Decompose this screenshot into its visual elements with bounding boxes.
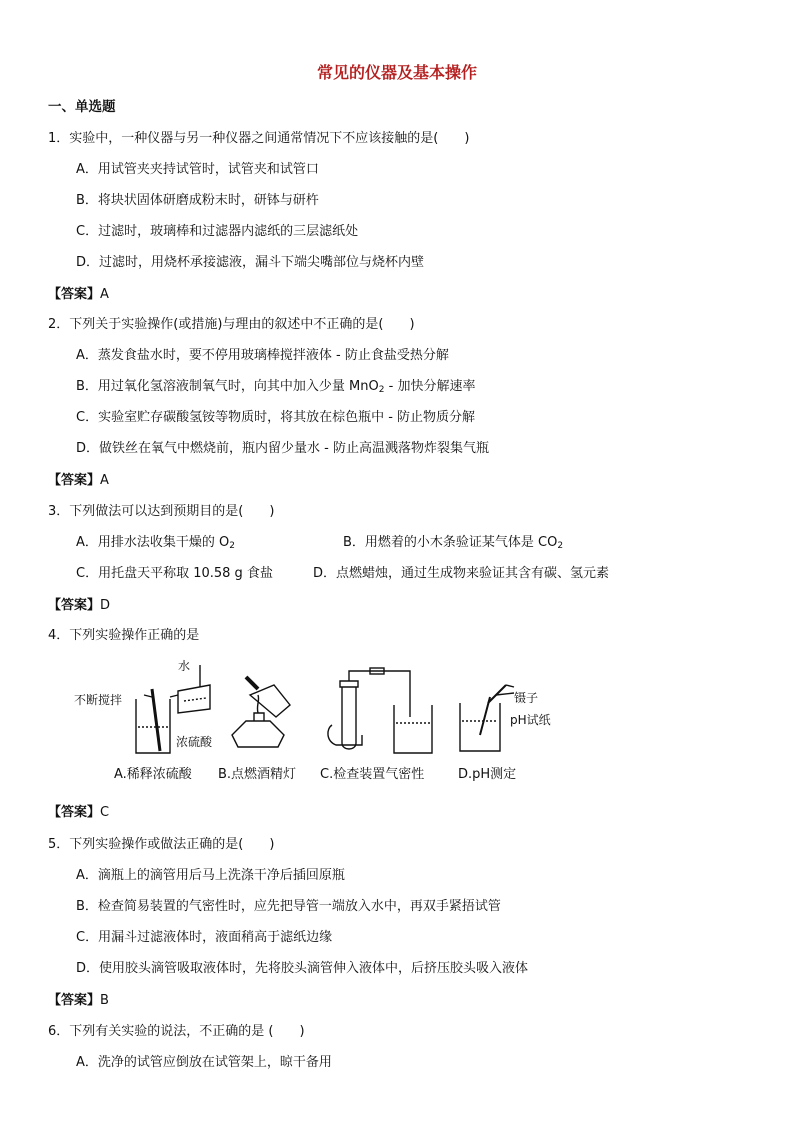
q6-stem: 6．下列有关实验的说法，不正确的是 ( ) [48,1024,305,1039]
q3-option-d: D．点燃蜡烛，通过生成物来验证其含有碳、氢元素 [313,566,610,581]
q4-stem: 4．下列实验操作正确的是 [48,628,200,643]
q2-option-b-subscript: 2 [378,385,385,395]
q3-stem: 3．下列做法可以达到预期目的是( ) [48,504,275,519]
delivery-tube-icon [349,671,410,717]
q4-answer [48,805,109,821]
q1-answer [48,287,109,303]
fig-label-tweezers: 镊子 [514,691,539,705]
q4-caption-c: C.检查装置气密性 [320,767,425,782]
q2-stem: 2．下列关于实验操作(或措施)与理由的叙述中不正确的是( ) [48,317,415,332]
q4-caption-d: D.pH测定 [458,767,517,782]
q2-answer-value: A [100,473,109,488]
fig-label-ph-paper: pH试纸 [510,713,551,727]
q5-answer [48,993,109,1009]
answer-label: 【答案】 [48,993,101,1008]
q5-option-a: A．滴瓶上的滴管用后马上洗涤干净后插回原瓶 [76,868,345,883]
q3-answer [48,598,110,614]
document-title: 常见的仪器及基本操作 [316,63,477,82]
answer-label: 【答案】 [48,473,101,488]
q5-option-b: B．检查简易装置的气密性时，应先把导管一端放入水中，再双手紧捂试管 [76,899,501,914]
q2-option-d: D．做铁丝在氧气中燃烧前，瓶内留少量水 - 防止高温溅落物炸裂集气瓶 [76,441,489,456]
q3-option-a-text: A．用排水法收集干燥的 O [76,535,230,550]
answer-label: 【答案】 [48,287,101,302]
q3-option-b [343,535,563,554]
q1-option-d: D．过滤时，用烧杯承接滤液，漏斗下端尖嘴部位与烧杯内壁 [76,255,425,270]
lab-apparatus-illustration [70,655,550,765]
answer-label: 【答案】 [48,598,101,613]
q4-caption-a: A.稀释浓硫酸 [114,767,192,782]
fig-label-stir: 不断搅拌 [74,693,123,707]
q2-option-b-reason: - 加快分解速率 [384,379,476,394]
q5-answer-value: B [100,993,109,1008]
q5-option-c: C．用漏斗过滤液体时，液面稍高于滤纸边缘 [76,930,333,945]
q4-caption-b: B.点燃酒精灯 [218,767,297,782]
test-tube-icon [342,687,356,749]
fig-label-acid: 浓硫酸 [176,735,213,749]
q2-option-c: C．实验室贮存碳酸氢铵等物质时，将其放在棕色瓶中 - 防止物质分解 [76,410,476,425]
alcohol-lamp-icon [232,721,284,747]
q1-stem: 1．实验中，一种仪器与另一种仪器之间通常情况下不应该接触的是( ) [48,131,470,146]
q3-option-b-subscript: 2 [557,541,564,551]
q4-answer-value: C [100,805,110,820]
q1-option-a: A．用试管夹夹持试管时，试管夹和试管口 [76,162,319,177]
q1-answer-value: A [100,287,109,302]
section-heading: 一、单选题 [48,99,116,115]
q1-option-c: C．过滤时，玻璃棒和过滤器内滤纸的三层滤纸处 [76,224,359,239]
q2-answer [48,473,109,489]
q2-option-b-text: B．用过氧化氢溶液制氧气时，向其中加入少量 MnO [76,379,379,394]
answer-label: 【答案】 [48,805,101,820]
q3-answer-value: D [100,598,111,613]
fig-label-water: 水 [178,659,191,673]
q5-stem: 5．下列实验操作或做法正确的是( ) [48,837,275,852]
hand-icon [328,725,362,745]
q1-option-b: B．将块状固体研磨成粉末时，研钵与研杵 [76,193,319,208]
q5-option-d: D．使用胶头滴管吸取液体时，先将胶头滴管伸入液体中，后挤压胶头吸入液体 [76,961,529,976]
q3-option-c: C．用托盘天平称取 10.58 g 食盐 [76,566,273,581]
q2-option-b [76,379,475,398]
reagent-bottle-icon [178,685,210,713]
q2-option-a: A．蒸发食盐水时，要不停用玻璃棒搅拌液体 - 防止食盐受热分解 [76,348,449,363]
glass-rod-icon [152,689,160,751]
q3-option-b-text: B．用燃着的小木条验证某气体是 CO [343,535,558,550]
q3-option-a-subscript: 2 [229,541,235,551]
q4-figure [70,655,570,785]
q6-option-a: A．洗净的试管应倒放在试管架上，晾干备用 [76,1055,332,1070]
q3-option-a [76,535,235,554]
beaker-icon [394,705,432,753]
beaker-icon [460,703,500,751]
